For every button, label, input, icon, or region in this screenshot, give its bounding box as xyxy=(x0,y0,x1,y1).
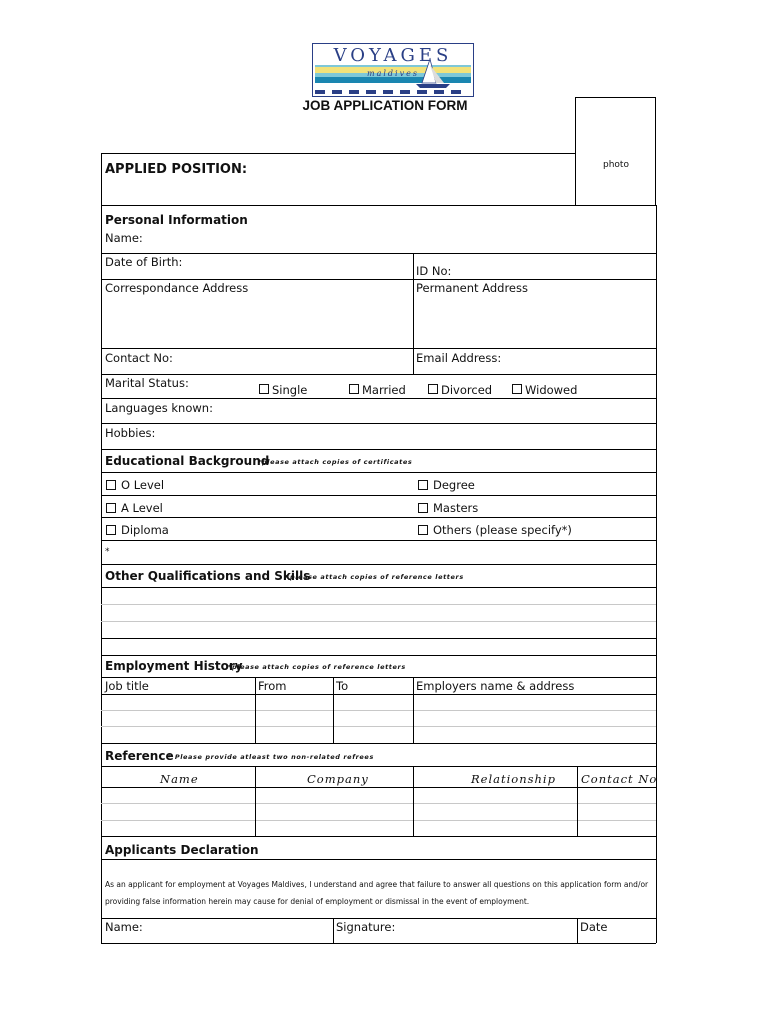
single-checkbox[interactable] xyxy=(259,384,269,394)
masters-label: Masters xyxy=(433,501,479,515)
rule xyxy=(101,253,656,254)
employment-rows[interactable] xyxy=(104,696,654,741)
masters-checkbox[interactable] xyxy=(418,503,428,513)
rule xyxy=(101,604,656,605)
declaration-text-line-1: As an applicant for employment at Voyages Maldives, I understand and agree that failure to answer all questions on this application form and/or xyxy=(105,880,649,889)
logo-sub-text: maldives xyxy=(367,69,419,78)
declaration-text-line-2: providing false information herein may cause for denial of employment or dismissal in the event of employment. xyxy=(105,897,530,906)
education-heading: Educational Background xyxy=(105,454,270,468)
rule xyxy=(101,677,656,678)
divorced-checkbox[interactable] xyxy=(428,384,438,394)
qualifications-heading: Other Qualifications and Skills xyxy=(105,569,311,583)
widowed-option-label: Widowed xyxy=(525,383,578,397)
rule xyxy=(413,253,414,374)
marital-status-label: Marital Status: xyxy=(105,376,189,390)
date-label: Date xyxy=(580,920,608,934)
widowed-checkbox[interactable] xyxy=(512,384,522,394)
reference-col-contact: Contact No xyxy=(581,772,658,786)
applied-position-field[interactable] xyxy=(240,156,570,202)
hobbies-field[interactable] xyxy=(160,425,650,447)
permanent-address-field[interactable] xyxy=(416,296,652,346)
others-specify-asterisk: * xyxy=(105,547,110,557)
contact-no-label: Contact No: xyxy=(105,351,173,365)
rule xyxy=(101,859,656,860)
hobbies-label: Hobbies: xyxy=(105,426,156,440)
single-option-label: Single xyxy=(272,383,308,397)
qualifications-note: *please attach copies of reference letters xyxy=(286,573,464,581)
divorced-option-label: Divorced xyxy=(441,383,493,397)
rule xyxy=(101,694,656,695)
id-no-label: ID No: xyxy=(416,264,452,278)
email-field[interactable] xyxy=(500,350,650,372)
rule xyxy=(101,517,656,518)
reference-heading: Reference xyxy=(105,749,174,763)
declaration-name-field[interactable] xyxy=(145,920,330,941)
name-label: Name: xyxy=(105,231,143,245)
id-no-field[interactable] xyxy=(460,256,650,278)
photo-box[interactable] xyxy=(575,97,656,205)
rule xyxy=(101,943,656,944)
rule xyxy=(101,449,656,450)
rule xyxy=(101,540,656,541)
rule xyxy=(101,472,656,473)
o-level-checkbox[interactable] xyxy=(106,480,116,490)
rule xyxy=(577,918,578,943)
rule xyxy=(101,787,656,788)
employment-col-employer: Employers name & address xyxy=(416,679,575,693)
company-logo xyxy=(312,43,474,97)
rule xyxy=(101,564,656,565)
employment-col-from: From xyxy=(258,679,287,693)
rule xyxy=(101,495,656,496)
degree-checkbox[interactable] xyxy=(418,480,428,490)
others-label: Others (please specify*) xyxy=(433,523,572,537)
rule xyxy=(101,398,656,399)
employment-note: *please attach copies of reference letters xyxy=(228,663,406,671)
a-level-label: A Level xyxy=(121,501,163,515)
diploma-label: Diploma xyxy=(121,523,169,537)
o-level-label: O Level xyxy=(121,478,165,492)
email-label: Email Address: xyxy=(416,351,502,365)
reference-col-relationship: Relationship xyxy=(471,772,556,786)
employment-col-to: To xyxy=(336,679,349,693)
date-field[interactable] xyxy=(610,920,652,941)
rule xyxy=(101,743,656,744)
dob-field[interactable] xyxy=(180,255,410,277)
form-title: JOB APPLICATION FORM xyxy=(302,98,468,113)
declaration-heading: Applicants Declaration xyxy=(105,843,259,857)
rule xyxy=(101,836,656,837)
name-field[interactable] xyxy=(150,230,650,252)
rule xyxy=(101,205,656,206)
dob-label: Date of Birth: xyxy=(105,255,183,269)
form-border-left xyxy=(101,153,102,943)
employment-heading: Employment History xyxy=(105,659,243,673)
personal-info-heading: Personal Information xyxy=(105,213,248,227)
applied-position-label: APPLIED POSITION: xyxy=(105,162,248,177)
rule xyxy=(101,348,656,349)
diploma-checkbox[interactable] xyxy=(106,525,116,535)
rule xyxy=(101,153,575,154)
form-border-right xyxy=(656,205,657,943)
others-checkbox[interactable] xyxy=(418,525,428,535)
correspondance-address-field[interactable] xyxy=(104,296,409,346)
a-level-checkbox[interactable] xyxy=(106,503,116,513)
rule xyxy=(101,423,656,424)
permanent-address-label: Permanent Address xyxy=(416,281,528,295)
employment-col-job-title: Job title xyxy=(105,679,149,693)
rule xyxy=(101,918,656,919)
reference-col-company: Company xyxy=(307,772,369,786)
rule xyxy=(333,918,334,943)
reference-note: * Please provide atleast two non-related refrees xyxy=(168,753,374,761)
others-specify-field[interactable] xyxy=(115,542,650,562)
education-note: *please attach copies of certificates xyxy=(258,458,413,466)
logo-brand-text: VOYAGES xyxy=(333,45,453,66)
languages-field[interactable] xyxy=(215,400,650,422)
correspondance-address-label: Correspondance Address xyxy=(105,281,249,295)
reference-col-name: Name xyxy=(160,772,199,786)
married-option-label: Married xyxy=(362,383,406,397)
signature-field[interactable] xyxy=(395,920,573,941)
rule xyxy=(101,621,656,622)
signature-label: Signature: xyxy=(336,920,396,934)
rule xyxy=(101,655,656,656)
languages-label: Languages known: xyxy=(105,401,213,415)
rule xyxy=(101,587,656,588)
married-checkbox[interactable] xyxy=(349,384,359,394)
rule xyxy=(101,638,656,639)
declaration-name-label: Name: xyxy=(105,920,143,934)
degree-label: Degree xyxy=(433,478,475,492)
rule xyxy=(101,279,656,280)
rule xyxy=(101,374,656,375)
reference-rows[interactable] xyxy=(104,789,654,834)
photo-label: photo xyxy=(603,160,629,170)
rule xyxy=(101,766,656,767)
contact-no-field[interactable] xyxy=(175,350,409,372)
